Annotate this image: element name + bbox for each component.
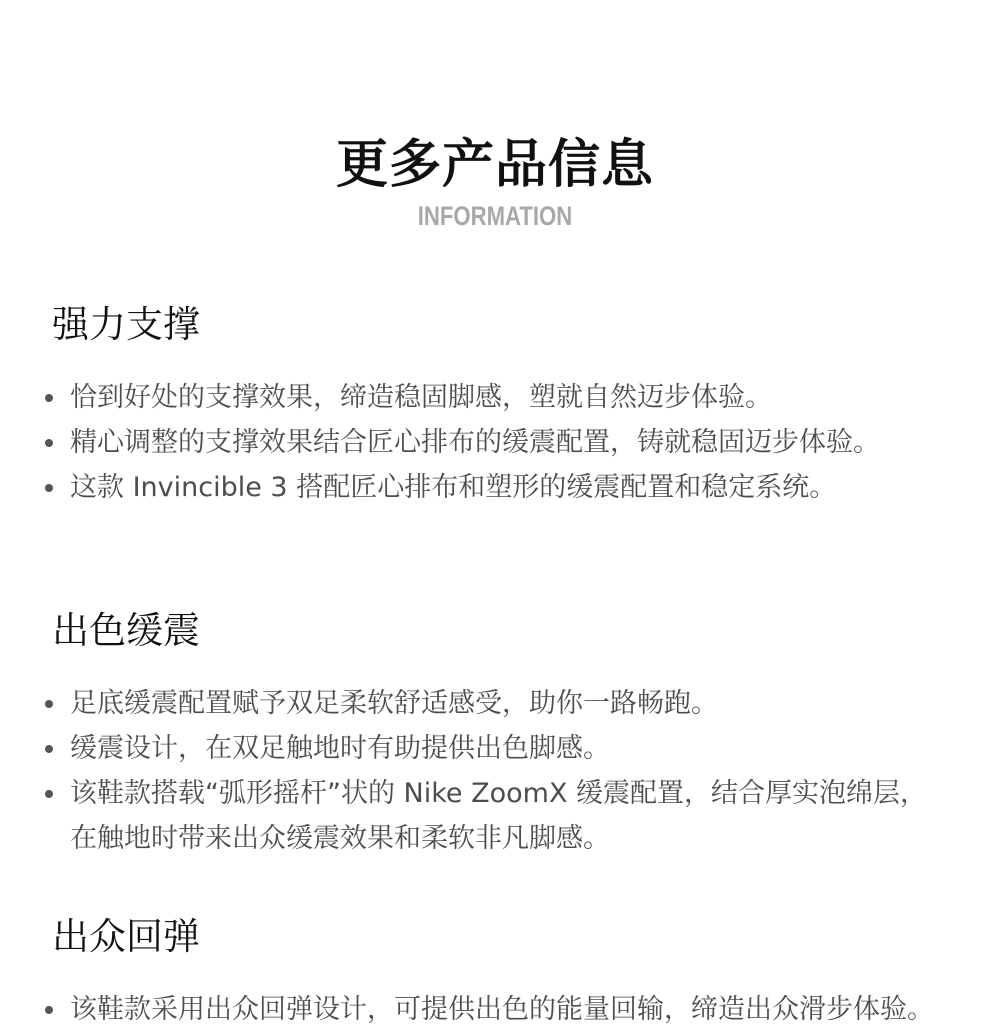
list-item-text: 恰到好处的支撑效果，缔造稳固脚感，塑就自然迈步体验。: [70, 382, 772, 413]
bullet-dot-icon: [45, 745, 53, 753]
list-item: [0, 726, 940, 771]
page-header: [0, 133, 990, 233]
page-subtitle: INFORMATION: [417, 201, 573, 231]
bullet-dot-icon: [45, 1006, 53, 1014]
section-heading: 出众回弹: [52, 915, 200, 958]
bullet-list: [0, 375, 940, 510]
section-heading: 出色缓震: [52, 609, 200, 652]
list-item-text: 缓震设计，在双足触地时有助提供出色脚感。: [70, 733, 610, 764]
list-item: [0, 375, 940, 420]
list-item-text: 该鞋款搭载“弧形摇杆”状的 Nike ZoomX 缓震配置，结合厚实泡绵层，在触地时带来出众缓震效果和柔软非凡脚感。: [70, 778, 928, 854]
bullet-dot-icon: [45, 484, 53, 492]
list-item: [0, 771, 940, 861]
bullet-dot-icon: [45, 394, 53, 402]
list-item-text: 该鞋款采用出众回弹设计，可提供出色的能量回输，缔造出众滑步体验。: [70, 994, 934, 1025]
bullet-list: [0, 681, 940, 861]
bullet-dot-icon: [45, 439, 53, 447]
list-item: [0, 465, 940, 510]
list-item-text: 精心调整的支撑效果结合匠心排布的缓震配置，铸就稳固迈步体验。: [70, 427, 880, 458]
page-title: 更多产品信息: [335, 135, 654, 195]
bullet-dot-icon: [45, 790, 53, 798]
list-item: [0, 681, 940, 726]
bullet-list: [0, 987, 940, 1032]
bullet-dot-icon: [45, 700, 53, 708]
list-item-text: 足底缓震配置赋予双足柔软舒适感受，助你一路畅跑。: [70, 688, 718, 719]
section-heading: 强力支撑: [52, 303, 200, 346]
list-item: [0, 987, 940, 1032]
list-item: [0, 420, 940, 465]
list-item-text: 这款 Invincible 3 搭配匠心排布和塑形的缓震配置和稳定系统。: [70, 472, 837, 503]
